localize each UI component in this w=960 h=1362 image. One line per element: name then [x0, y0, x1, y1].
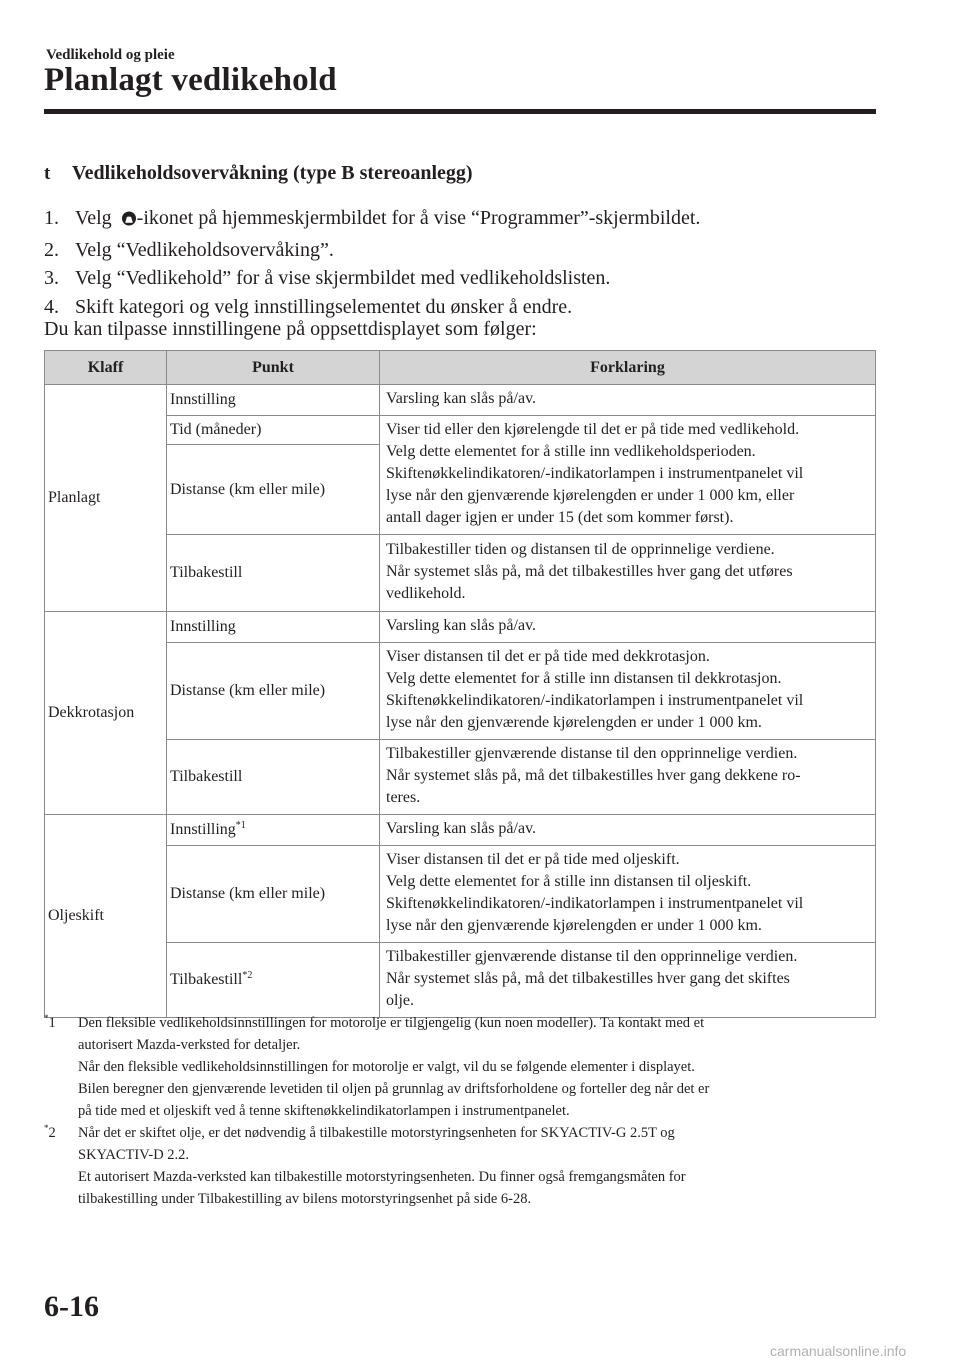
step-text: Velg “Vedlikehold” for å vise skjermbildet med vedlikeholdslisten.: [75, 267, 611, 289]
step-number: 1.: [44, 207, 59, 229]
step-item: [44, 293, 700, 322]
table-row: [45, 943, 876, 1018]
table-row: [45, 535, 876, 612]
car-icon: [122, 207, 136, 236]
forklaring-cell: Varsling kan slås på/av.: [380, 612, 876, 643]
intro-text: Du kan tilpasse innstillingene på oppsettdisplayet som følger:: [44, 318, 537, 340]
table-row: [45, 385, 876, 416]
klaff-cell: Oljeskift: [45, 815, 167, 1018]
column-header-klaff: Klaff: [45, 351, 167, 385]
forklaring-cell: Tilbakestiller tiden og distansen til de opprinnelige verdiene. Når systemet slås på, må det tilbakestilles hver gang det utføres vedlikehold.: [380, 535, 876, 612]
forklaring-cell: Viser distansen til det er på tide med dekkrotasjon. Velg dette elementet for å stille inn distansen til dekkrotasjon. Skiftenøkkelindikatoren/-indikatorlampen i instrumentpanelet vil lyse når den gjenværende kjørelengden er under 1 000 km.: [380, 643, 876, 740]
forklaring-cell: Viser tid eller den kjørelengde til det er på tide med vedlikehold. Velg dette elementet for å stille inn vedlikeholdsperioden. Skiftenøkkelindikatoren/-indikatorlampen i instrumentpanelet vil lyse når den gjenværende kjørelengden er under 1 000 km, eller antall dager igjen er under 15 (det som kommer først).: [380, 416, 876, 535]
forklaring-cell: Tilbakestiller gjenværende distanse til den opprinnelige verdien. Når systemet slås på, må det tilbakestilles hver gang det skiftes olje.: [380, 943, 876, 1018]
punkt-cell: Tid (måneder): [167, 416, 380, 445]
maintenance-table: [44, 350, 876, 1018]
footnote-text: Når det er skiftet olje, er det nødvendig å tilbakestille motorstyringsenheten for SKYACTIV-G 2.5T og SKYACTIV-D 2.2. Et autorisert Mazda-verksted kan tilbakestille motorstyringsenheten. Du finner også fremgangsmåten for tilbakestilling under Tilbakestilling av bilens motorstyringsenhet på side 6-28.: [78, 1125, 686, 1207]
table-row: [45, 815, 876, 846]
table-row: [45, 643, 876, 740]
step-list: [44, 204, 700, 321]
column-header-forklaring: Forklaring: [380, 351, 876, 385]
table-row: [45, 416, 876, 445]
step-number: 4.: [44, 295, 59, 318]
footnote-ref: *2: [242, 970, 253, 981]
page-title: Planlagt vedlikehold: [44, 62, 337, 98]
punkt-cell: Tilbakestill: [167, 535, 380, 612]
title-rule: [44, 109, 876, 114]
forklaring-cell: Tilbakestiller gjenværende distanse til den opprinnelige verdien. Når systemet slås på, må det tilbakestilles hver gang dekkene ro- teres.: [380, 740, 876, 815]
footnote-text: Den fleksible vedlikeholdsinnstillingen for motorolje er tilgjengelig (kun noen modeller). Ta kontakt med et autorisert Mazda-verksted for detaljer. Når den fleksible vedlikeholdsinnstillingen for motorolje er valgt, vil du se følgende elementer i displayet. Bilen beregner den gjenværende levetiden til oljen på grunnlag av driftsforholdene og forteller deg når det er på tide med et oljeskift ved å tenne skiftenøkkelindikatorlampen i instrumentpanelet.: [78, 1015, 710, 1119]
section-label: Vedlikehold og pleie: [46, 47, 175, 63]
punkt-cell: Innstilling$^{*1}$: [167, 815, 380, 846]
table-header-row: [45, 351, 876, 385]
page-number: 6-16: [44, 1290, 99, 1323]
table-row: [45, 740, 876, 815]
klaff-cell: Dekkrotasjon: [45, 612, 167, 815]
punkt-cell: Distanse (km eller mile): [167, 643, 380, 740]
punkt-cell: Tilbakestill: [167, 740, 380, 815]
footnotes: [44, 1012, 876, 1210]
step-item: [44, 204, 700, 236]
footnote-item: [44, 1012, 876, 1122]
column-header-punkt: Punkt: [167, 351, 380, 385]
klaff-cell: Planlagt: [45, 385, 167, 612]
step-number: 2.: [44, 238, 59, 261]
forklaring-cell: Varsling kan slås på/av.: [380, 815, 876, 846]
table-row: [45, 612, 876, 643]
punkt-cell: Distanse (km eller mile): [167, 445, 380, 535]
table-row: [45, 846, 876, 943]
footnote-mark: *2: [44, 1123, 56, 1141]
footnote-ref: *1: [235, 820, 246, 831]
forklaring-cell: Viser distansen til det er på tide med oljeskift. Velg dette elementet for å stille inn distansen til oljeskift. Skiftenøkkelindikatoren/-indikatorlampen i instrumentpanelet vil lyse når den gjenværende kjørelengden er under 1 000 km.: [380, 846, 876, 943]
watermark: carmanualsonline.info: [770, 1343, 907, 1359]
subheading: [44, 162, 473, 185]
step-item: [44, 236, 700, 265]
step-text: Velg -ikonet på hjemmeskjermbildet for å vise “Programmer”-skjermbildet.: [75, 204, 700, 236]
punkt-cell: Innstilling: [167, 385, 380, 416]
step-text: Velg “Vedlikeholdsovervåking”.: [75, 238, 334, 261]
subheading-text: Vedlikeholdsovervåkning (type B stereoanlegg): [72, 162, 473, 184]
punkt-cell: Innstilling: [167, 612, 380, 643]
punkt-cell: Distanse (km eller mile): [167, 846, 380, 943]
forklaring-cell: Varsling kan slås på/av.: [380, 385, 876, 416]
footnote-item: [44, 1122, 876, 1210]
step-text: Skift kategori og velg innstillingselementet du ønsker å endre.: [75, 295, 573, 318]
footnote-mark: *1: [44, 1013, 56, 1031]
punkt-cell: Tilbakestill$^{*2}$: [167, 943, 380, 1018]
step-item: [44, 264, 700, 293]
subheading-marker: t: [44, 162, 51, 184]
step-number: 3.: [44, 267, 59, 289]
